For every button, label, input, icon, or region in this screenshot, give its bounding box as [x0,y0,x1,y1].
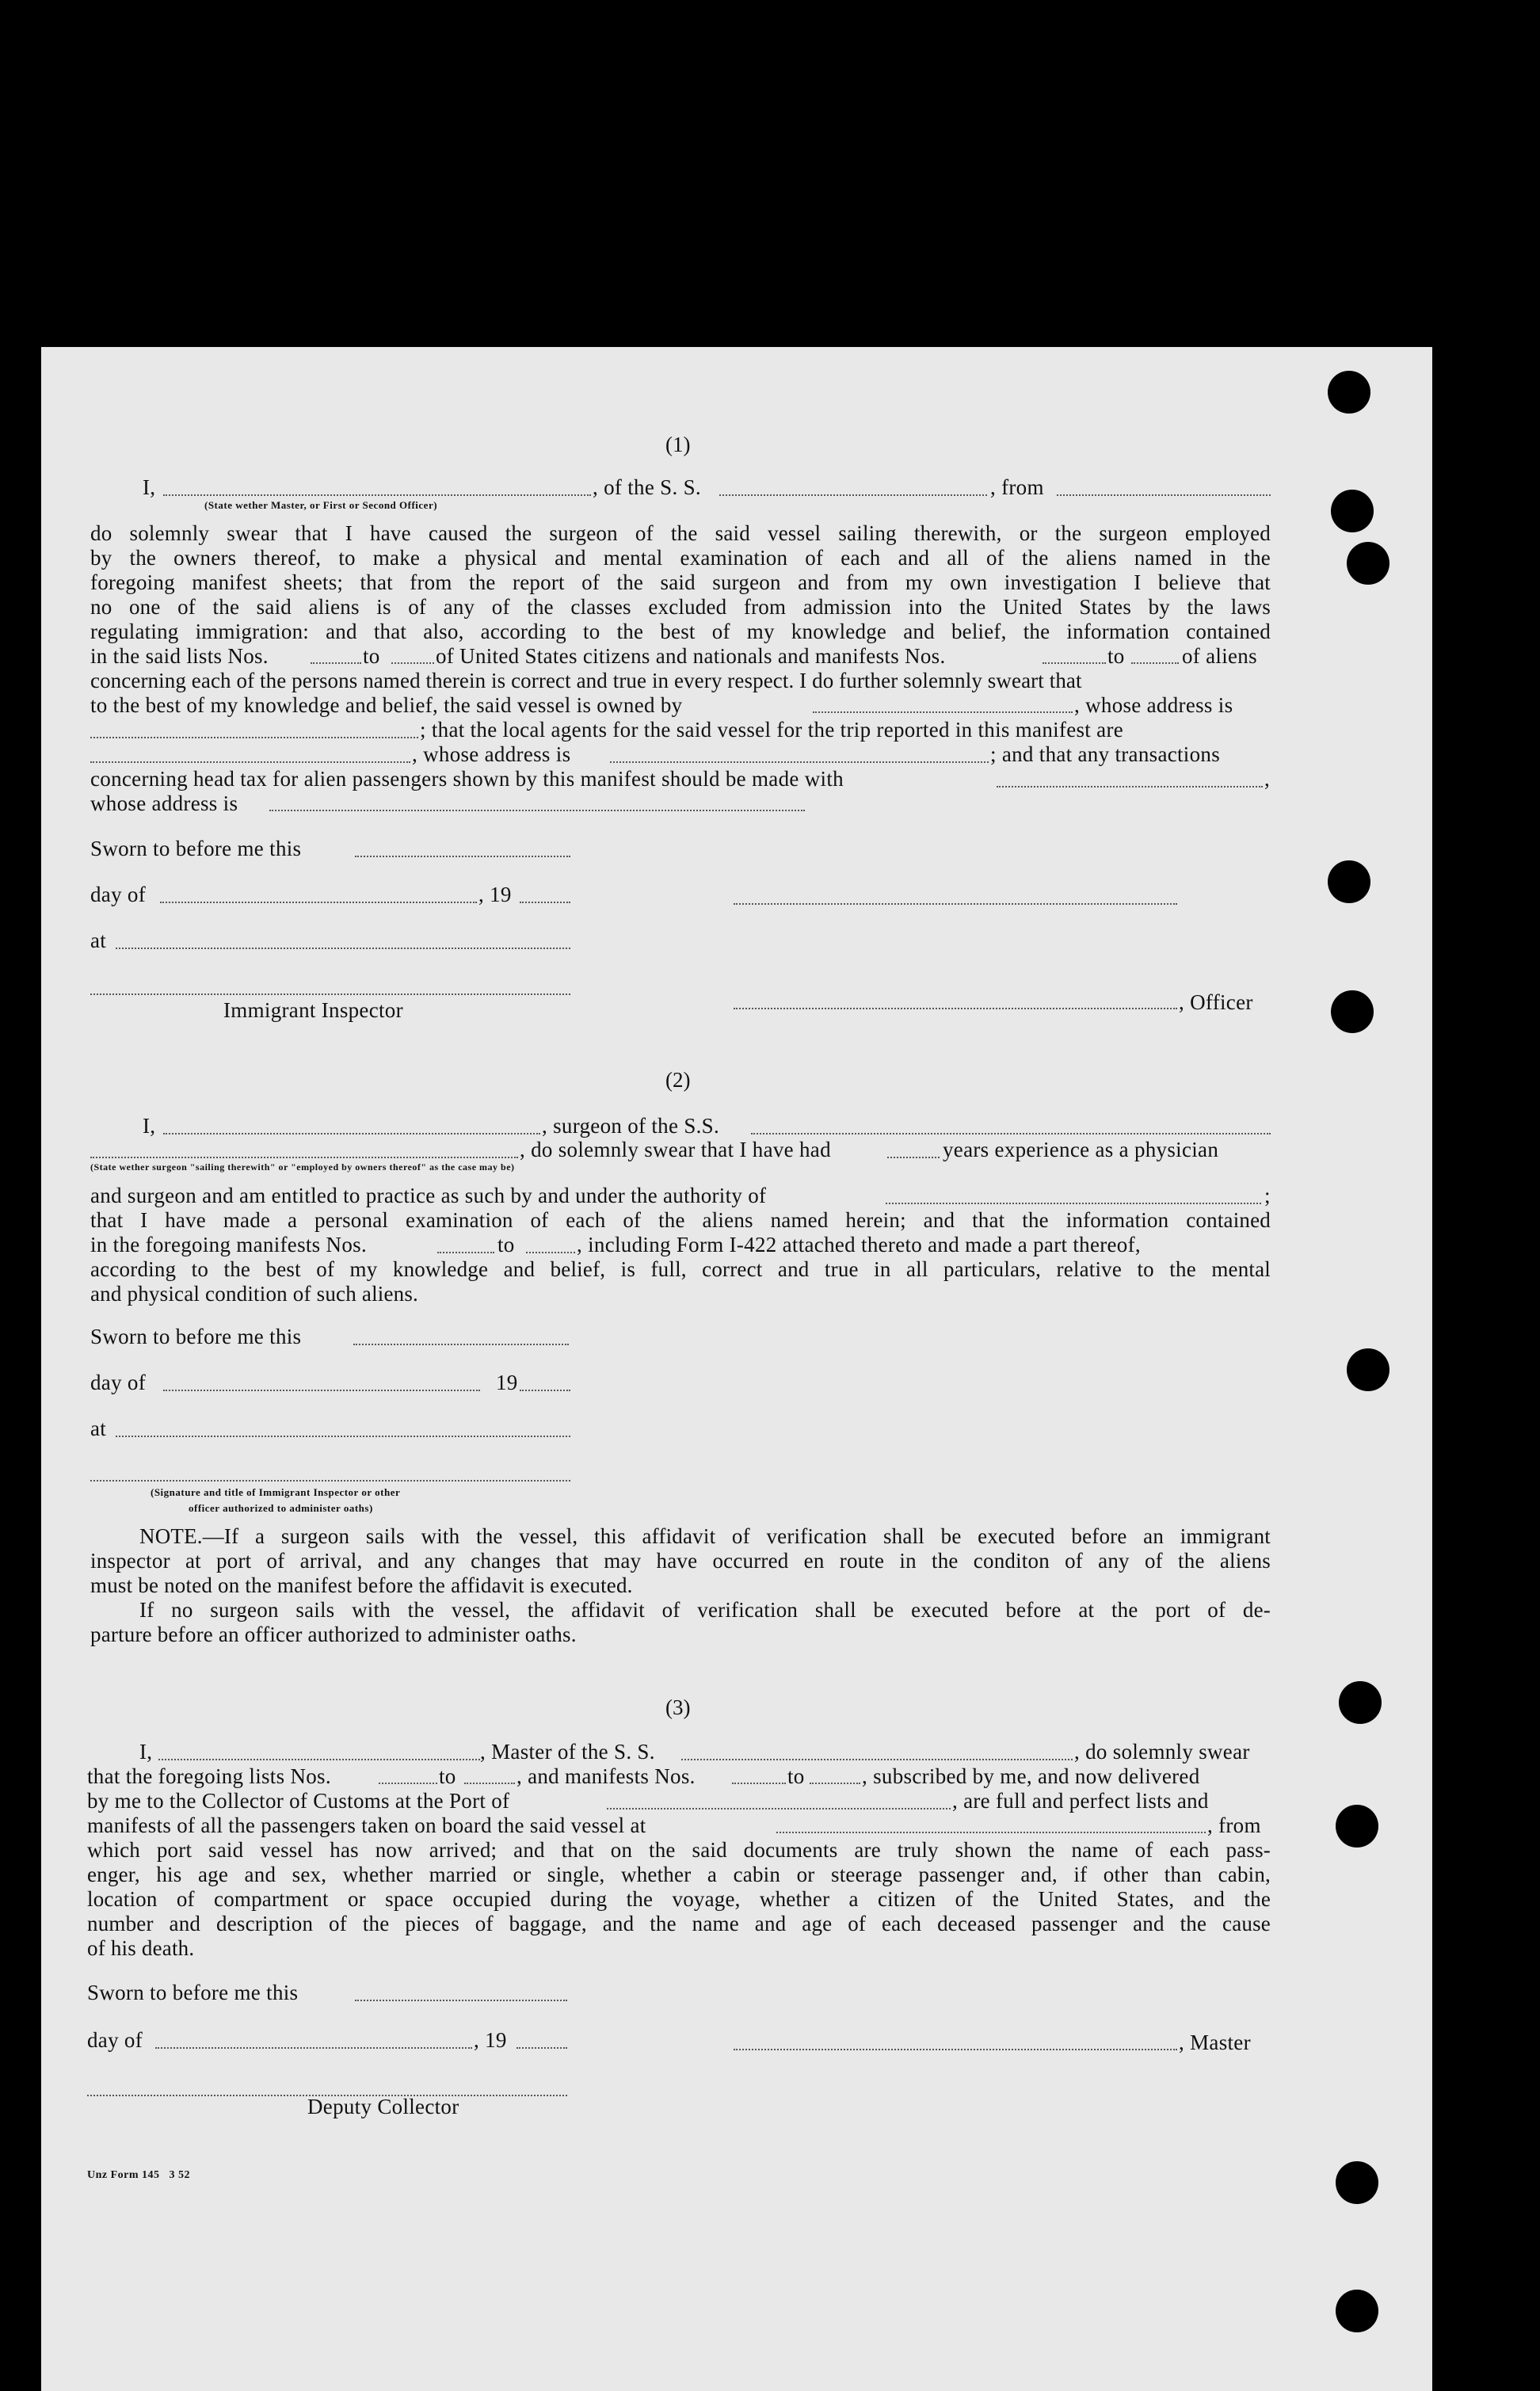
lists-to-2: to [1107,644,1125,668]
year-1: , 19 [478,883,512,906]
section-2-manifests-from-field[interactable] [437,1252,494,1253]
manifests-to-field[interactable] [1131,662,1179,664]
port-field[interactable] [607,1808,951,1809]
master-signature-field[interactable] [734,903,1177,905]
immigrant-inspector-label: Immigrant Inspector [223,998,403,1022]
according-line: according to the best of my knowledge and belief, is full, correct and true in all particulars, relative to the mental and physical condition of such aliens. [90,1257,1271,1306]
officer-label: , Officer [1179,990,1253,1014]
deputy-collector-label: Deputy Collector [307,2095,459,2118]
sig-note-1: (Signature and title of Immigrant Inspector or other [151,1486,401,1498]
swear-b: years experience as a physician [943,1138,1219,1161]
punch-hole [1328,860,1370,903]
section-3-body: which port said vessel has now arrived; and that on the said documents are truly shown the name of each pass- enger, his age and sex, whether married or single, whether a cabin or steerage passenger and, if other than cabin, location of compartment or space occupied during the voyage, whether a citizen of the United States, and the number and description of the pieces of baggage, and the name and age of each deceased passenger and the cause of his death. [87,1838,1271,1960]
section-3-lists-to-field[interactable] [464,1783,515,1784]
collector-b: , are full and perfect lists and [952,1789,1209,1813]
whose-address-label: whose address is [90,791,238,815]
section-1-body: do solemnly swear that I have caused the surgeon of the said vessel sailing therewith, or the surgeon employed by the owners thereof, to make a physical and mental examination of each and all of the aliens named in the foregoing manifest sheets; that from the report of the said surgeon and from my own investigation I believe that no one of the said aliens is of any of the classes excluded from admission into the United States by the laws regulating immigration: and that also, according to the best of my knowledge and belief, the information contained [90,521,1271,643]
punch-hole [1347,542,1389,585]
lists-to-1: to [363,644,380,668]
punch-hole [1331,490,1374,532]
section-3-ship-field[interactable] [681,1759,1073,1760]
years-field[interactable] [887,1157,940,1158]
punch-hole [1336,1805,1378,1848]
manifests-all-label: manifests of all the passengers taken on board the said vessel at [87,1813,646,1837]
section-2-number: (2) [665,1068,691,1092]
section-1-i: I, [143,475,156,499]
lists-from-field[interactable] [311,662,361,664]
section-3-number: (3) [665,1695,691,1719]
head-tax-comma: , [1264,767,1271,791]
agents-line: ; that the local agents for the said vessel for the trip reported in this manifest are [420,718,1124,742]
from-label: , from [990,475,1044,499]
punch-hole [1336,2290,1378,2332]
at-1: at [90,929,107,952]
surgeon-ship-field[interactable] [751,1133,1271,1134]
punch-hole [1331,990,1374,1033]
section-3-manifests-to-field[interactable] [810,1783,860,1784]
owned-a: to the best of my knowledge and belief, the said vessel is owned by [90,693,683,717]
punch-hole [1328,371,1370,414]
day-of-3-field[interactable] [155,2047,472,2049]
boarding-port-field[interactable] [776,1832,1206,1833]
head-tax-field[interactable] [997,786,1263,787]
section-2-i: I, [143,1114,156,1138]
surgeon-status-field[interactable] [90,1157,518,1158]
year-2: 19 [496,1371,518,1394]
year-2-field[interactable] [520,1390,570,1391]
section-1-number: (1) [665,433,691,456]
punch-hole [1339,1681,1382,1724]
section-3-i: I, [139,1740,153,1764]
year-3: , 19 [474,2028,507,2052]
day-of-1-field[interactable] [160,902,477,903]
agents-field[interactable] [90,761,410,763]
authority-field[interactable] [886,1203,1261,1204]
day-of-2-field[interactable] [163,1390,480,1391]
sig-note-2: officer authorized to administer oaths) [189,1502,373,1514]
day-of-3: day of [87,2028,143,2052]
authority-semicolon: ; [1264,1184,1271,1207]
master-label: , Master [1179,2031,1251,2054]
manifests-to: to [497,1233,515,1257]
head-tax-address-field[interactable] [269,810,805,811]
exam-line: that I have made a personal examination of each of the aliens named herein; and that the information contained [90,1208,1271,1232]
officer-signature-field[interactable] [734,1008,1177,1009]
concerning-line: concerning each of the persons named therein is correct and true in every respect. I do further solemnly sweart that [90,669,1082,692]
section-3-lists-a: that the foregoing lists Nos. [87,1764,331,1788]
year-3-field[interactable] [517,2047,567,2049]
sailing-note: (State wether surgeon "sailing therewith" or "employed by owners thereof" as the case may be) [90,1161,515,1173]
collector-label: by me to the Collector of Customs at the Port of [87,1789,510,1813]
form-id: Unz Form 145 3 52 [87,2169,191,2181]
section-3-lists-to-1: to [439,1764,456,1788]
authority-label: and surgeon and am entitled to practice as such by and under the authority of [90,1184,767,1207]
section-3-manifests-from-field[interactable] [732,1783,786,1784]
day-of-2: day of [90,1371,147,1394]
section-3-lists-to-2: to [787,1764,805,1788]
at-1-field[interactable] [116,948,570,949]
rank-note: (State wether Master, or First or Second Officer) [204,499,438,511]
punch-hole [1336,2161,1378,2204]
sworn-2: Sworn to before me this [90,1325,302,1348]
surgeon-of-label: , surgeon of the S.S. [542,1114,720,1138]
lists-b: of United States citizens and nationals and manifests Nos. [436,644,946,668]
swear-label: , do solemnly swear [1074,1740,1250,1764]
transactions-label: ; and that any transactions [990,742,1221,766]
section-3-from: , from [1207,1813,1261,1837]
section-2-signature-field[interactable] [90,1480,570,1482]
agents-address-label: , whose address is [412,742,571,766]
note-paragraph: NOTE.—If a surgeon sails with the vessel, this affidavit of verification shall be executed before an immigrant inspector at port of arrival, and any changes that may have occurred en route in the conditon of any of the aliens must be noted on the manifest before the affidavit is executed. If no surgeon sails with the vessel, the affidavit of verification shall be executed before at the port of de- parture before an officer authorized to administer oaths. [90,1524,1271,1646]
sworn-2-field[interactable] [353,1344,569,1345]
sworn-3-field[interactable] [355,2000,567,2001]
manifests-from-field[interactable] [1043,662,1106,664]
owned-b: , whose address is [1074,693,1233,717]
of-ss-label: , of the S. S. [593,475,701,499]
master-of-label: , Master of the S. S. [480,1740,655,1764]
swear-a: , do solemnly swear that I have had [520,1138,831,1161]
day-of-1: day of [90,883,147,906]
section-3-lists-c: , subscribed by me, and now delivered [862,1764,1200,1788]
owner-field[interactable] [813,711,1073,713]
master-name-field[interactable] [158,1759,480,1760]
section-2-manifests-to-field[interactable] [526,1252,575,1253]
at-2-field[interactable] [116,1436,570,1437]
master-signature-3-field[interactable] [734,2049,1177,2050]
section-3-lists-b: , and manifests Nos. [517,1764,696,1788]
owner-address-field[interactable] [90,737,418,738]
sworn-1: Sworn to before me this [90,837,302,860]
manifests-b: , including Form I-422 attached thereto and made a part thereof, [577,1233,1141,1257]
head-tax-label: concerning head tax for alien passengers shown by this manifest should be made with [90,767,844,791]
sworn-1-field[interactable] [355,856,570,857]
from-port-field[interactable] [1057,494,1271,496]
section-3-lists-from-field[interactable] [379,1783,437,1784]
year-1-field[interactable] [520,902,570,903]
at-2: at [90,1417,107,1440]
punch-hole [1347,1348,1389,1391]
manifests-a: in the foregoing manifests Nos. [90,1233,367,1257]
sworn-3: Sworn to before me this [87,1981,299,2004]
lists-a: in the said lists Nos. [90,644,269,668]
ship-name-field[interactable] [719,494,987,496]
surgeon-name-field[interactable] [163,1133,540,1134]
lists-to-field[interactable] [391,662,434,664]
inspector-signature-field[interactable] [90,993,570,995]
rank-field[interactable] [163,494,591,496]
agents-address-field[interactable] [610,761,989,763]
lists-c: of aliens [1182,644,1257,668]
